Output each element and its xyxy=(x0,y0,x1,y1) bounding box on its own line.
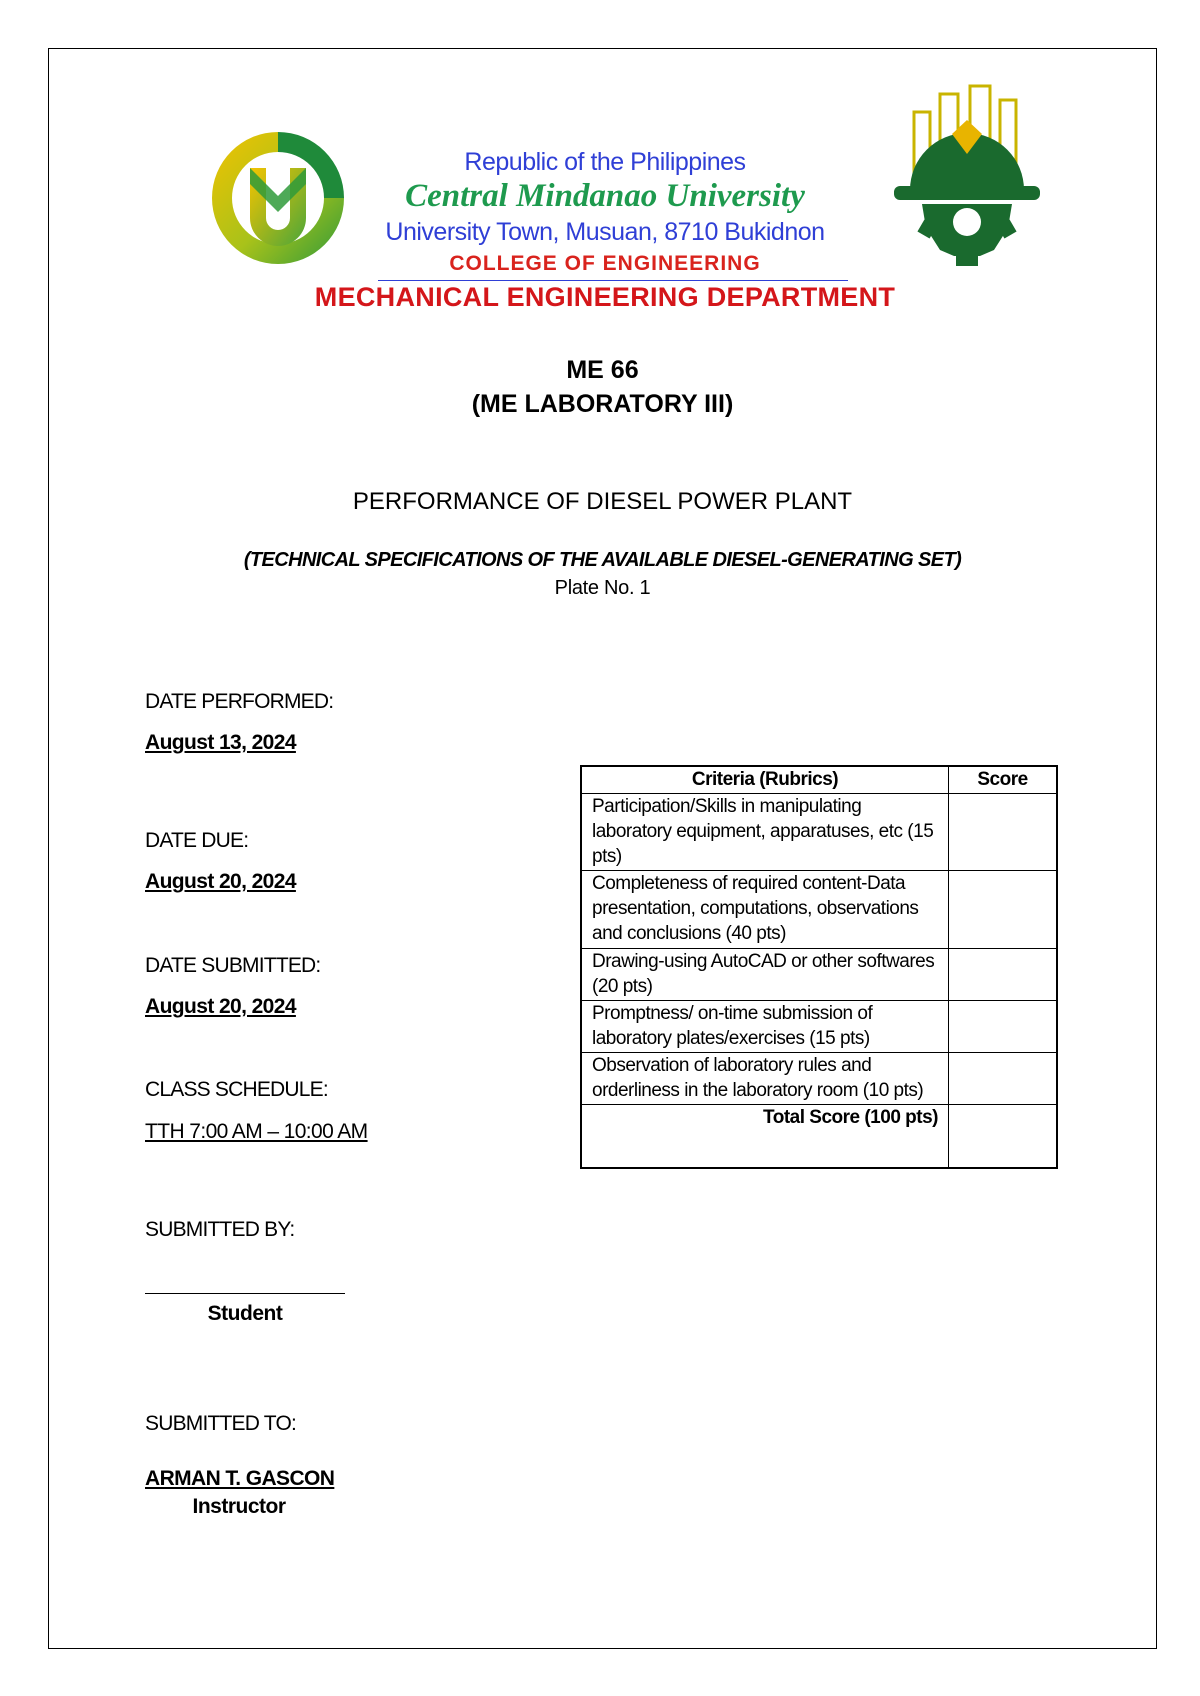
table-row xyxy=(581,871,1057,949)
student-signature-line xyxy=(145,1293,345,1294)
table-row xyxy=(581,949,1057,1001)
rubric-header-row xyxy=(581,766,1057,794)
rubric-score-cell xyxy=(949,1053,1058,1105)
course-code: ME 66 xyxy=(566,356,639,384)
date-due-label: DATE DUE: xyxy=(145,829,249,852)
rubric-score-cell xyxy=(949,1001,1058,1053)
header-college: COLLEGE OF ENGINEERING xyxy=(449,252,761,275)
rubric-score-cell xyxy=(949,794,1058,871)
date-submitted-value: August 20, 2024 xyxy=(145,995,296,1018)
rubric-score-cell xyxy=(949,949,1058,1001)
rubric-criterion: Promptness/ on-time submission of laboratory plates/exercises (15 pts) xyxy=(581,1001,949,1053)
rubric-score-header: Score xyxy=(949,766,1058,794)
plate-number: Plate No. 1 xyxy=(554,577,651,599)
instructor-caption: Instructor xyxy=(192,1495,286,1518)
header-university: Central Mindanao University xyxy=(405,178,805,214)
submitted-by-label: SUBMITTED BY: xyxy=(145,1218,295,1241)
experiment-subtitle: (TECHNICAL SPECIFICATIONS OF THE AVAILABLE DIESEL-GENERATING SET) xyxy=(243,549,962,571)
table-row xyxy=(581,794,1057,871)
rubric-total-row xyxy=(581,1105,1057,1169)
rubric-total-score-cell xyxy=(949,1105,1058,1169)
header-address: University Town, Musuan, 8710 Bukidnon xyxy=(385,218,825,246)
student-caption: Student xyxy=(207,1302,283,1325)
submitted-to-label: SUBMITTED TO: xyxy=(145,1412,297,1435)
rubric-criterion: Participation/Skills in manipulating laboratory equipment, apparatuses, etc (15 pts) xyxy=(581,794,949,871)
rubric-score-cell xyxy=(949,871,1058,949)
date-performed-value: August 13, 2024 xyxy=(145,731,296,754)
rubric-criteria-header: Criteria (Rubrics) xyxy=(581,766,949,794)
date-due-value: August 20, 2024 xyxy=(145,870,296,893)
date-submitted-label: DATE SUBMITTED: xyxy=(145,954,321,977)
class-schedule-label: CLASS SCHEDULE: xyxy=(145,1078,328,1101)
table-row xyxy=(581,1053,1057,1105)
table-row xyxy=(581,1001,1057,1053)
rubric-total-label: Total Score (100 pts) xyxy=(581,1105,949,1169)
experiment-title: PERFORMANCE OF DIESEL POWER PLANT xyxy=(352,488,853,515)
class-schedule-value: TTH 7:00 AM – 10:00 AM xyxy=(145,1120,368,1143)
course-name: (ME LABORATORY III) xyxy=(471,390,734,418)
rubric-table xyxy=(580,765,1058,1169)
rubric-criterion: Completeness of required content-Data presentation, computations, observations and conclusions (40 pts) xyxy=(581,871,949,949)
engineering-hardhat-gear-icon xyxy=(890,82,1044,268)
date-performed-label: DATE PERFORMED: xyxy=(145,690,334,713)
header-divider xyxy=(378,280,848,281)
instructor-name: ARMAN T. GASCON xyxy=(145,1467,335,1490)
header-department: MECHANICAL ENGINEERING DEPARTMENT xyxy=(314,282,896,312)
rubric-criterion: Drawing-using AutoCAD or other softwares (20 pts) xyxy=(581,949,949,1001)
header-republic: Republic of the Philippines xyxy=(464,148,746,176)
rubric-criterion: Observation of laboratory rules and orderliness in the laboratory room (10 pts) xyxy=(581,1053,949,1105)
